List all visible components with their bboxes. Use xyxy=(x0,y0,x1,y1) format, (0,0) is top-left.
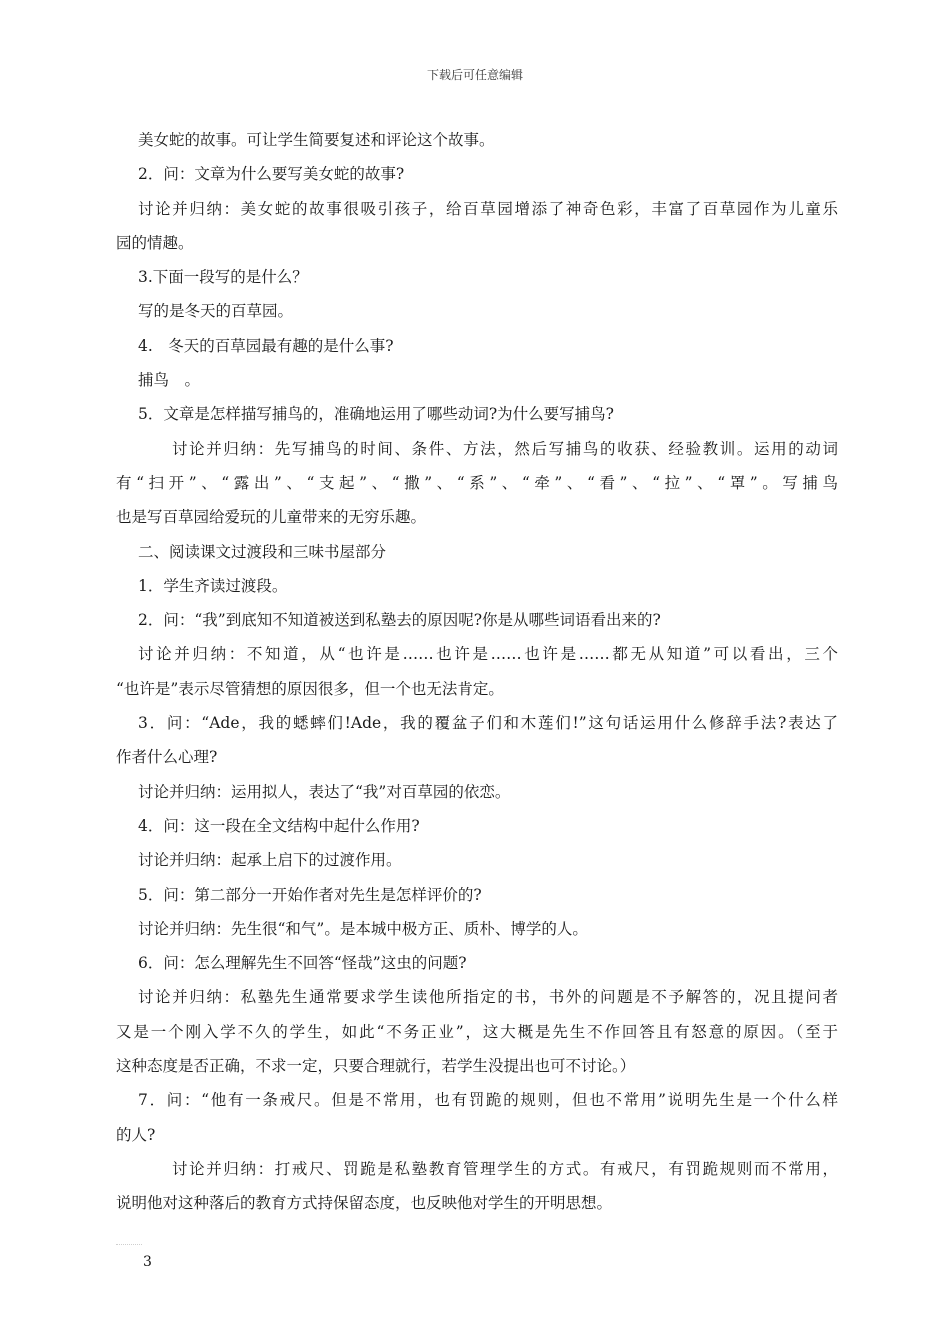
text-line: 3.下面一段写的是什么？ xyxy=(138,268,308,287)
text-line: 美女蛇的故事。可让学生简要复述和评论这个故事。 xyxy=(138,131,495,149)
text-line: 有“扫开”、“露出”、“支起”、“撒”、“系”、“牵”、“看”、“拉”、“罩”。写捕鸟 xyxy=(116,473,838,492)
text-line: 讨论并归纳：私塾先生通常要求学生读他所指定的书，书外的问题是不予解答的，况且提问者 xyxy=(138,988,838,1007)
page-number: 3 xyxy=(143,1254,152,1270)
text-line: “也许是”表示尽管猜想的原因很多，但一个也无法肯定。 xyxy=(116,679,504,698)
text-line: 又是一个刚入学不久的学生，如此“不务正业”，这大概是先生不作回答且有怒意的原因。（至于 xyxy=(116,1022,838,1041)
text-line: 4. 冬天的百草园最有趣的是什么事? xyxy=(138,336,394,355)
text-line: 作者什么心理? xyxy=(116,748,218,767)
text-line: 1．学生齐读过渡段。 xyxy=(138,576,288,595)
text-line: 写的是冬天的百草园。 xyxy=(138,302,294,321)
text-line: 讨论并归纳：先生很“和气”。是本城中极方正、质朴、博学的人。 xyxy=(138,919,588,938)
footer-divider xyxy=(116,1244,142,1251)
text-line: 的人? xyxy=(116,1125,156,1144)
text-line: 讨论并归纳：起承上启下的过渡作用。 xyxy=(138,851,402,870)
text-line: 讨论并归纳：先写捕鸟的时间、条件、方法，然后写捕鸟的收获、经验教训。运用的动词 xyxy=(172,439,838,458)
text-line: 讨论并归纳：不知道，从“也许是……也许是……也许是……都无从知道”可以看出，三个 xyxy=(138,645,838,664)
text-line: 5．问：第二部分一开始作者对先生是怎样评价的? xyxy=(138,885,482,904)
section-heading: 二、阅读课文过渡段和三味书屋部分 xyxy=(138,542,387,561)
text-line: 捕鸟 。 xyxy=(138,371,201,390)
text-line: 讨论并归纳：美女蛇的故事很吸引孩子，给百草园增添了神奇色彩，丰富了百草园作为儿童乐 xyxy=(138,199,838,218)
text-line: 讨论并归纳：运用拟人，表达了“我”对百草园的依恋。 xyxy=(138,782,511,801)
text-line: 5．文章是怎样描写捕鸟的，准确地运用了哪些动词?为什么要写捕鸟? xyxy=(138,405,614,424)
document-body xyxy=(116,123,838,1221)
text-line: 3．问：“Ade，我的蟋蟀们!Ade，我的覆盆子们和木莲们!”这句话运用什么修辞手法?表达了 xyxy=(138,714,838,733)
text-line: 这种态度是否正确，不求一定，只要合理就行，若学生没提出也可不讨论。） xyxy=(116,1057,636,1076)
text-line: 说明他对这种落后的教育方式持保留态度，也反映他对学生的开明思想。 xyxy=(116,1194,613,1213)
text-line: 讨论并归纳：打戒尺、罚跪是私塾教育管理学生的方式。有戒尺，有罚跪规则而不常用， xyxy=(172,1159,838,1178)
text-line: 6．问：怎么理解先生不回答“怪哉”这虫的问题? xyxy=(138,954,467,973)
text-line: 2．问：文章为什么要写美女蛇的故事? xyxy=(138,165,405,184)
text-line: 园的情趣。 xyxy=(116,233,194,252)
text-line: 也是写百草园给爱玩的儿童带来的无穷乐趣。 xyxy=(116,508,427,527)
text-line: 4．问：这一段在全文结构中起什么作用? xyxy=(138,816,420,835)
text-line: 7．问：“他有一条戒尺。但是不常用，也有罚跪的规则，但也不常用”说明先生是一个什么样 xyxy=(138,1091,838,1110)
page-header: 下载后可任意编辑 xyxy=(426,68,523,82)
text-line: 2．问：“我”到底知不知道被送到私塾去的原因呢?你是从哪些词语看出来的? xyxy=(138,611,661,630)
